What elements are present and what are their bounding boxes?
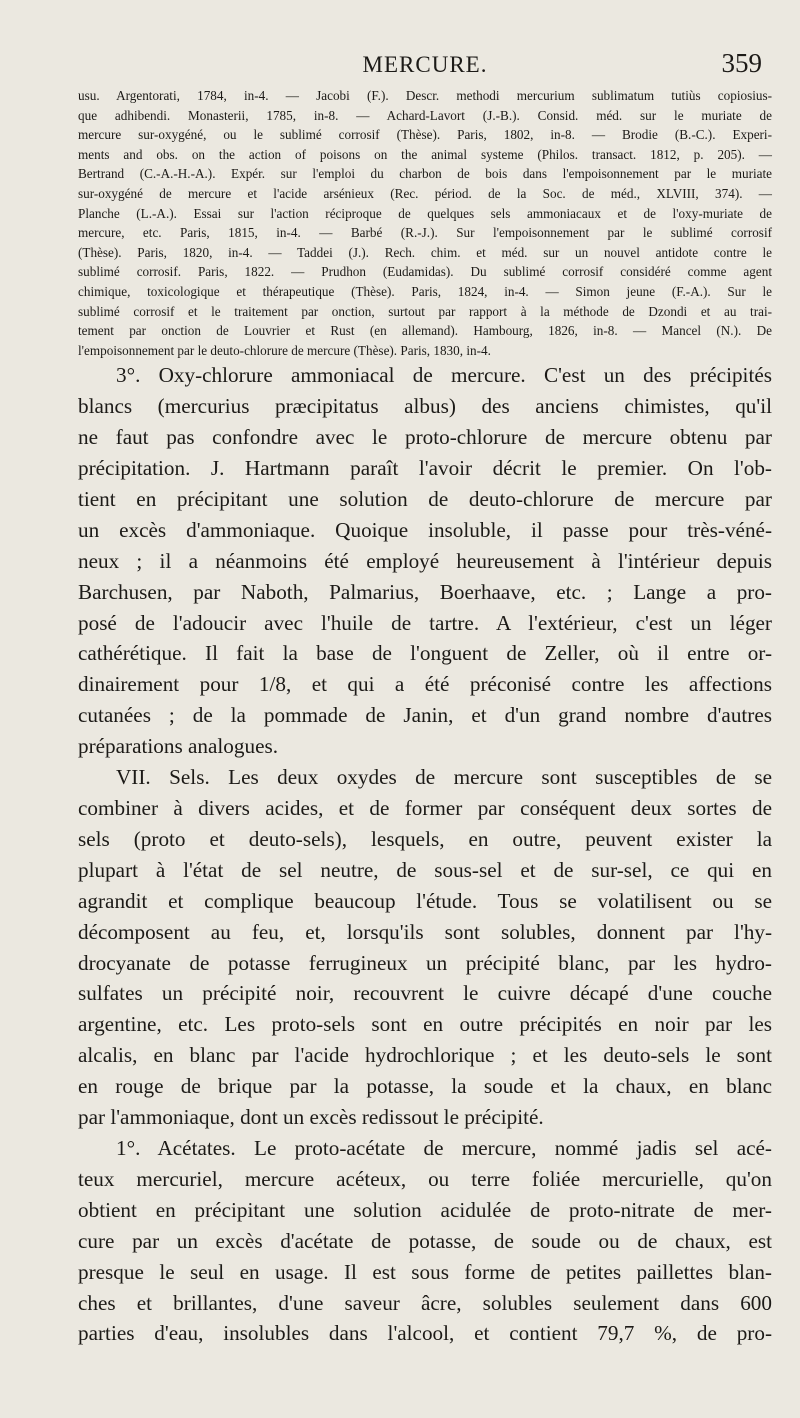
body-line: parties d'eau, insolubles dans l'alcool, et contient 79,7 %, de pro- xyxy=(78,1321,772,1346)
bibliography-line: mercure, etc. Paris, 1815, in-4. — Barbé (R.-J.). Sur l'empoisonnement par le sublimé corrosif xyxy=(78,225,772,241)
body-line: obtient en précipitant une solution acidulée de proto-nitrate de mer- xyxy=(78,1197,772,1222)
body-line: combiner à divers acides, et de former par conséquent deux sortes de xyxy=(78,796,772,820)
body-line: neux ; il a néanmoins été employé heureusement à l'intérieur depuis xyxy=(78,548,772,573)
body-line: précipitation. J. Hartmann paraît l'avoir décrit le premier. On l'ob- xyxy=(78,456,772,481)
body-line: ne faut pas confondre avec le proto-chlorure de mercure obtenu par xyxy=(78,425,772,450)
page-number: 359 xyxy=(721,48,762,78)
bibliography-line: que adhibendi. Monasterii, 1785, in-8. — Achard-Lavort (J.-B.). Consid. méd. sur le muriate de xyxy=(78,107,772,123)
body-line: décomposent au feu, et, lorsqu'ils sont solubles, donnent par l'hy- xyxy=(78,919,772,944)
bibliography-line: (Thèse). Paris, 1820, in-4. — Taddei (J.). Rech. chim. et méd. sur un nouvel antidote contre le xyxy=(78,244,772,260)
section-acetates xyxy=(78,1133,772,1349)
bibliography-line: mercure sur-oxygéné, ou le sublimé corrosif (Thèse). Paris, 1802, in-8. — Brodie (B.-C.). Experi- xyxy=(78,127,772,143)
bibliography-line: Planche (L.-A.). Essai sur l'action réciproque de quelques sels ammoniacaux et de l'oxy-muriate de xyxy=(78,205,772,221)
body-line: presque le seul en usage. Il est sous forme de petites paillettes blan- xyxy=(78,1259,772,1284)
body-line: cure par un excès d'acétate de potasse, de soude ou de chaux, est xyxy=(78,1228,772,1253)
body-line: sulfates un précipité noir, recouvrent le cuivre décapé d'une couche xyxy=(78,981,772,1006)
body-line: dinairement pour 1/8, et qui a été préconisé contre les affections xyxy=(78,672,772,697)
bibliography-line: chimique, toxicologique et thérapeutique (Thèse). Paris, 1824, in-4. — Simon jeune (F.-A.). Sur le xyxy=(78,283,772,299)
body-line: alcalis, en blanc par l'acide hydrochlorique ; et les deuto-sels le sont xyxy=(78,1043,772,1068)
body-line: cathérétique. Il fait la base de l'onguent de Zeller, où il entre or- xyxy=(78,641,772,666)
bibliography-line: l'empoisonnement par le deuto-chlorure de mercure (Thèse). Paris, 1830, in-4. xyxy=(78,342,491,358)
body-line: tient en précipitant une solution de deuto-chlorure de mercure par xyxy=(78,486,772,511)
section-oxy-chlorure xyxy=(78,360,772,762)
body-line: blancs (mercurius præcipitatus albus) des anciens chimistes, qu'il xyxy=(78,394,772,419)
body-line: un excès d'ammoniaque. Quoique insoluble, il passe pour très-véné- xyxy=(78,517,772,542)
body-line: agrandit et complique beaucoup l'étude. Tous se volatilisent ou se xyxy=(78,888,772,913)
bibliography-line: sublimé corrosif et le traitement par onction, surtout par rapport à la méthode de Dzondi et au trai- xyxy=(78,303,772,319)
body-line: par l'ammoniaque, dont un excès redissout le précipité. xyxy=(78,1105,544,1130)
bibliography-line: ments and obs. on the action of poisons on the animal systeme (Philos. transact. 1812, p. 205). — xyxy=(78,146,772,162)
body-line: drocyanate de potasse ferrugineux un précipité blanc, par les hydro- xyxy=(78,950,772,975)
body-line: cutanées ; de la pommade de Janin, et d'un grand nombre d'autres xyxy=(78,703,772,728)
body-line: préparations analogues. xyxy=(78,734,279,759)
body-line: argentine, etc. Les proto-sels sont en outre précipités en noir par les xyxy=(78,1012,772,1037)
body-line: teux mercuriel, mercure acéteux, ou terre foliée mercurielle, qu'on xyxy=(78,1166,772,1191)
page-header xyxy=(78,48,772,86)
body-line: sels (proto et deuto-sels), lesquels, en outre, peuvent exister la xyxy=(78,826,772,851)
body-line: en rouge de brique par la potasse, la soude et la chaux, en blanc xyxy=(78,1074,772,1099)
section-heading-line: VII. Sels. Les deux oxydes de mercure sont susceptibles de se xyxy=(116,765,772,790)
body-line: 3°. Oxy-chlorure ammoniacal de mercure. C'est un des précipités xyxy=(116,363,772,388)
body-line: posé de l'adoucir avec l'huile de tartre. A l'extérieur, c'est un léger xyxy=(78,610,772,635)
bibliography-line: tement par onction de Louvrier et Rust (en allemand). Hambourg, 1826, in-8. — Mancel (N.). De xyxy=(78,323,772,339)
body-line: plupart à l'état de sel neutre, de sous-sel et de sur-sel, ce qui en xyxy=(78,857,772,882)
section-sels xyxy=(78,762,772,1133)
body-line: ches et brillantes, d'une saveur âcre, solubles seulement dans 600 xyxy=(78,1290,772,1315)
bibliography-line: usu. Argentorati, 1784, in-4. — Jacobi (F.). Descr. methodi mercurium sublimatum tutiùs copiosius- xyxy=(78,88,772,103)
running-title: MERCURE. xyxy=(362,52,488,77)
bibliography-line: sur-oxygéné de mercure et l'acide arsénieux (Rec. périod. de la Soc. de méd., XLVIII, 374). — xyxy=(78,185,772,201)
bibliography-block xyxy=(78,86,772,360)
bibliography-line: Bertrand (C.-A.-H.-A.). Expér. sur l'emploi du charbon de bois dans l'empoisonnement par le muriate xyxy=(78,166,772,182)
body-line: 1°. Acétates. Le proto-acétate de mercure, nommé jadis sel acé- xyxy=(116,1135,772,1160)
bibliography-line: sublimé corrosif. Paris, 1822. — Prudhon (Eudamidas). Du sublimé corrosif considéré comme agent xyxy=(78,264,772,280)
body-line: Barchusen, par Naboth, Palmarius, Boerhaave, etc. ; Lange a pro- xyxy=(78,579,772,604)
